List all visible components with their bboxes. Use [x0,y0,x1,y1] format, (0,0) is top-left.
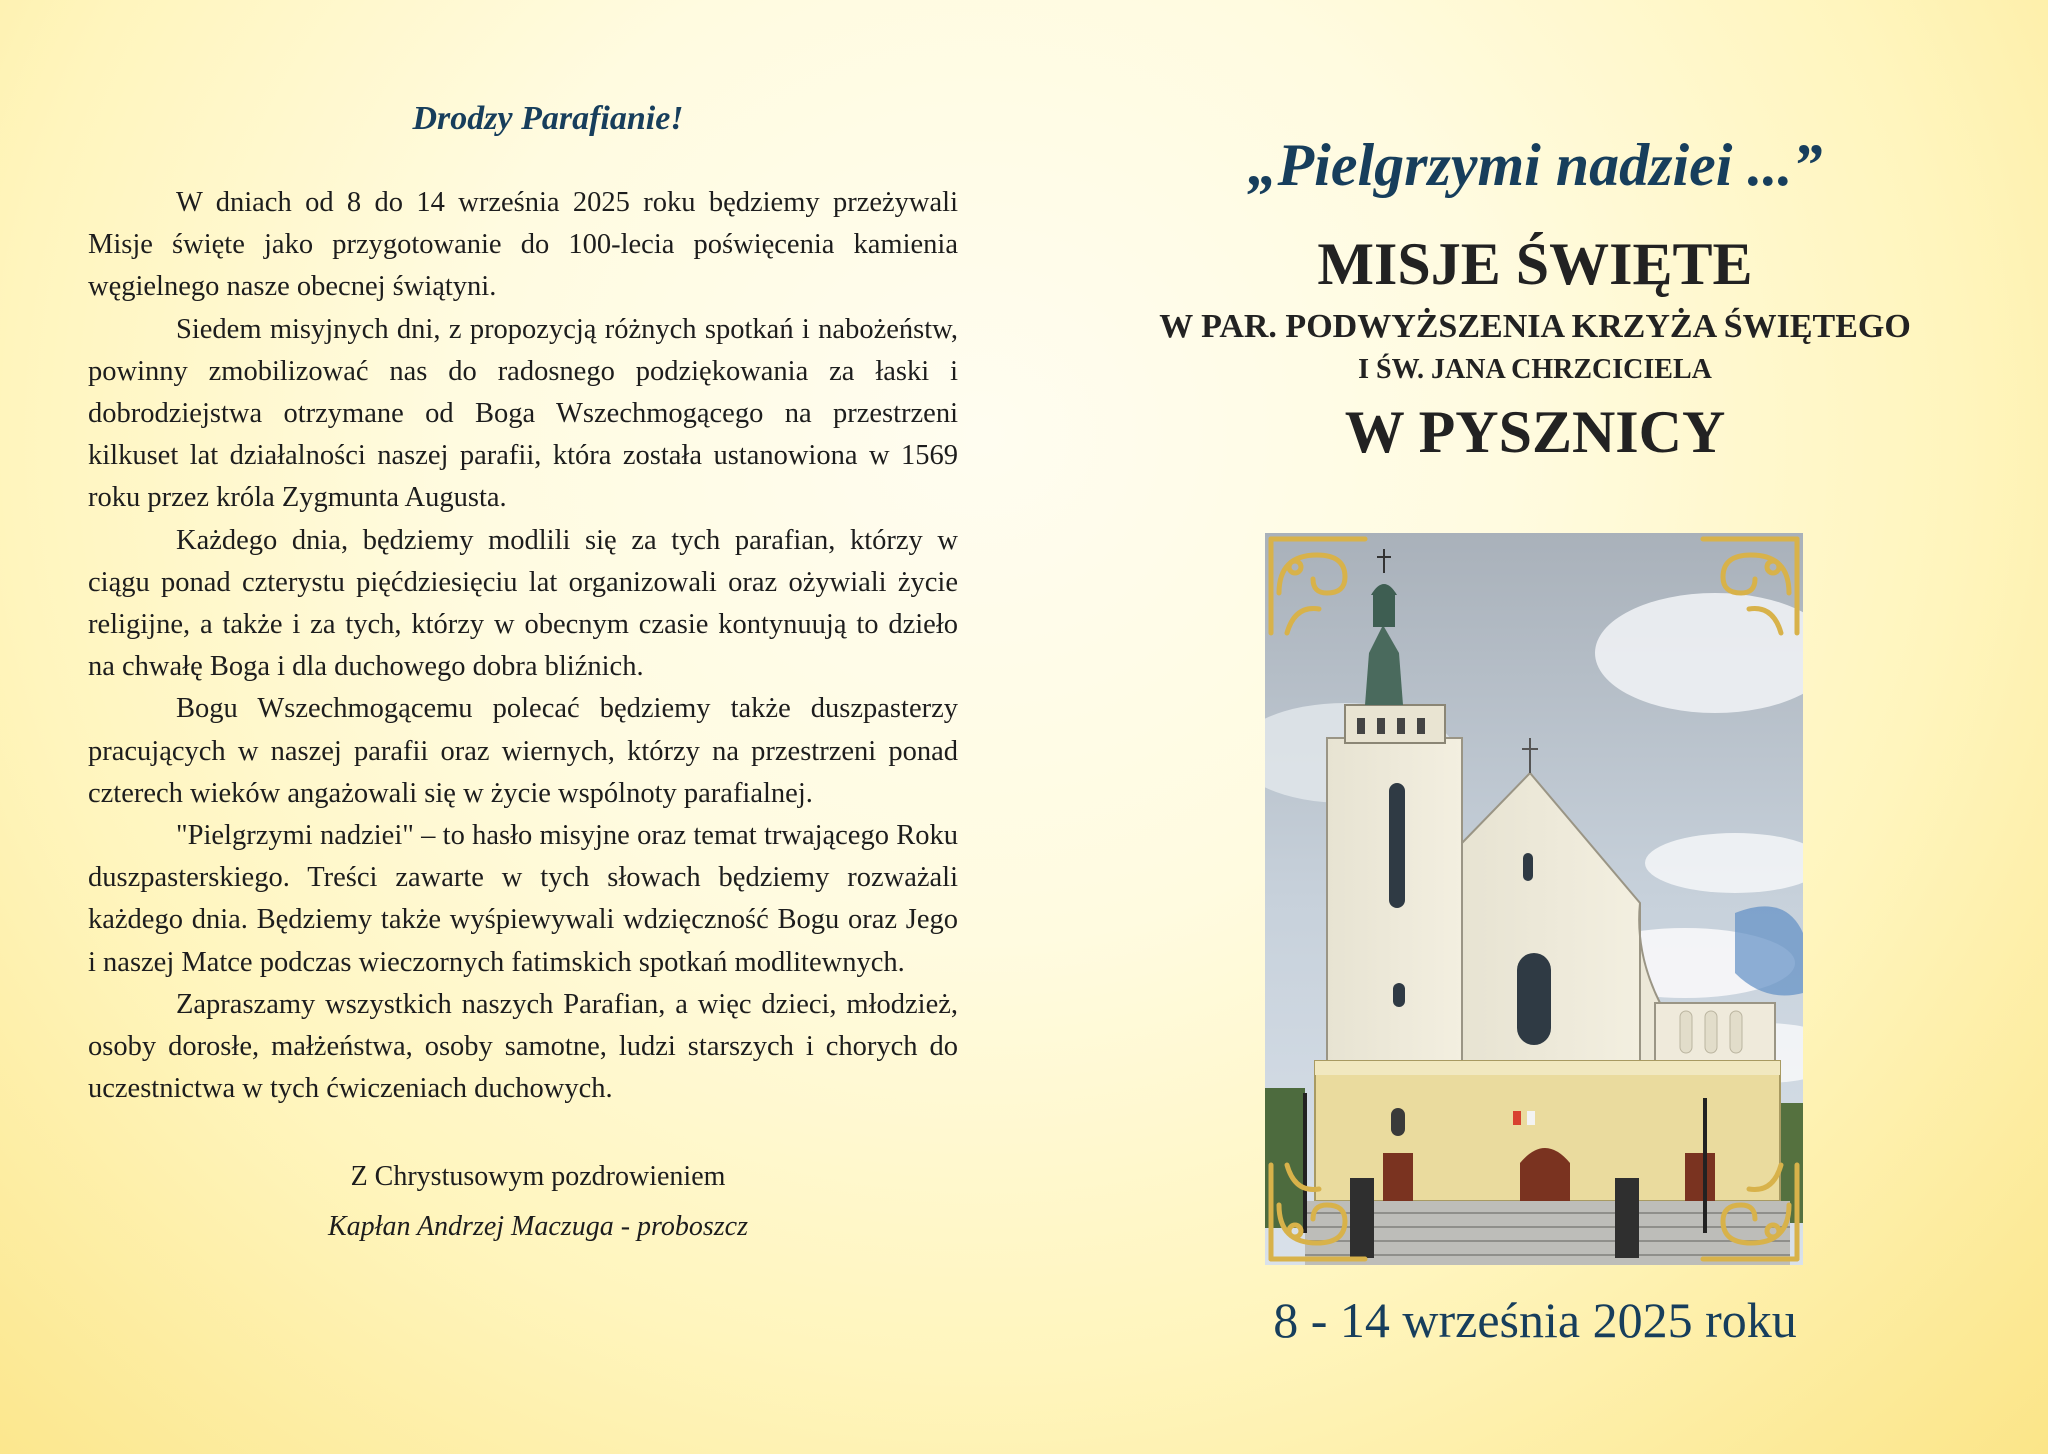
cover-title: MISJE ŚWIĘTE [1317,231,1753,297]
church-photo [1265,533,1803,1265]
letter-paragraph: Zapraszamy wszystkich naszych Parafian, a więc dzieci, młodzież, osoby dorosłe, małżeństwa, osoby samotne, ludzi starszych i chorych do uczestnictwa w tych ćwiczeniach duchowych. [88,988,958,1105]
church-illustration [1265,533,1803,1265]
letter-paragraph: "Pielgrzymi nadziei" – to hasło misyjne oraz temat trwającego Roku duszpasterskiego. Treści zawarte w tych słowach będziemy rozważali każdego dnia. Będziemy także wyśpiewywali wdzięczność Bogu oraz Jego i naszej Matce podczas wieczornych fatimskich spotkań modlitewnych. [88,820,958,978]
closing-line: Z Chrystusowym pozdrowieniem [350,1161,726,1193]
letter-body [88,182,958,1110]
letter-paragraph: Siedem misyjnych dni, z propozycją różnych spotkań i nabożeństw, powinny zmobilizować nas do radosnego podziękowania za łaski i dobrodziejstwa otrzymane od Boga Wszechmogącego na przestrzeni kilkuset lat działalności naszej parafii, która została ustanowiona w 1569 roku przez króla Zygmunta Augusta. [88,313,958,514]
letter-greeting: Drodzy Parafianie! [412,100,684,137]
cover-place: W PYSZNICY [1344,399,1726,465]
cover-motto: „Pielgrzymi nadziei ...” [1247,132,1823,198]
cover-dates: 8 - 14 września 2025 roku [1273,1292,1797,1348]
letter-paragraph: Bogu Wszechmogącemu polecać będziemy także duszpasterzy pracujących w naszej parafii oraz wiernych, którzy na przestrzeni ponad czterech wieków angażowali się w życie wspólnoty parafialnej. [88,693,958,809]
letter-panel [88,100,958,1252]
cover-subtitle-line2: I ŚW. JANA CHRZCICIELA [1358,354,1712,385]
cover-subtitle-line1: W PAR. PODWYŻSZENIA KRZYŻA ŚWIĘTEGO [1159,308,1911,345]
letter-paragraph: Każdego dnia, będziemy modlili się za tych parafian, którzy w ciągu ponad czterystu pięćdziesięciu lat organizowali oraz ożywiali życie religijne, a także i za tych, którzy w obecnym czasie kontynuują to dzieło na chwałę Boga i dla duchowego dobra bliźnich. [88,524,958,683]
letter-signoff [88,1152,958,1252]
signature-line: Kapłan Andrzej Maczuga - proboszcz [328,1211,748,1243]
letter-paragraph: W dniach od 8 do 14 września 2025 roku będziemy przeżywali Misje święte jako przygotowanie do 100-lecia poświęcenia kamienia węgielnego nasze obecnej świątyni. [88,187,958,303]
cover-panel [1090,125,1980,467]
